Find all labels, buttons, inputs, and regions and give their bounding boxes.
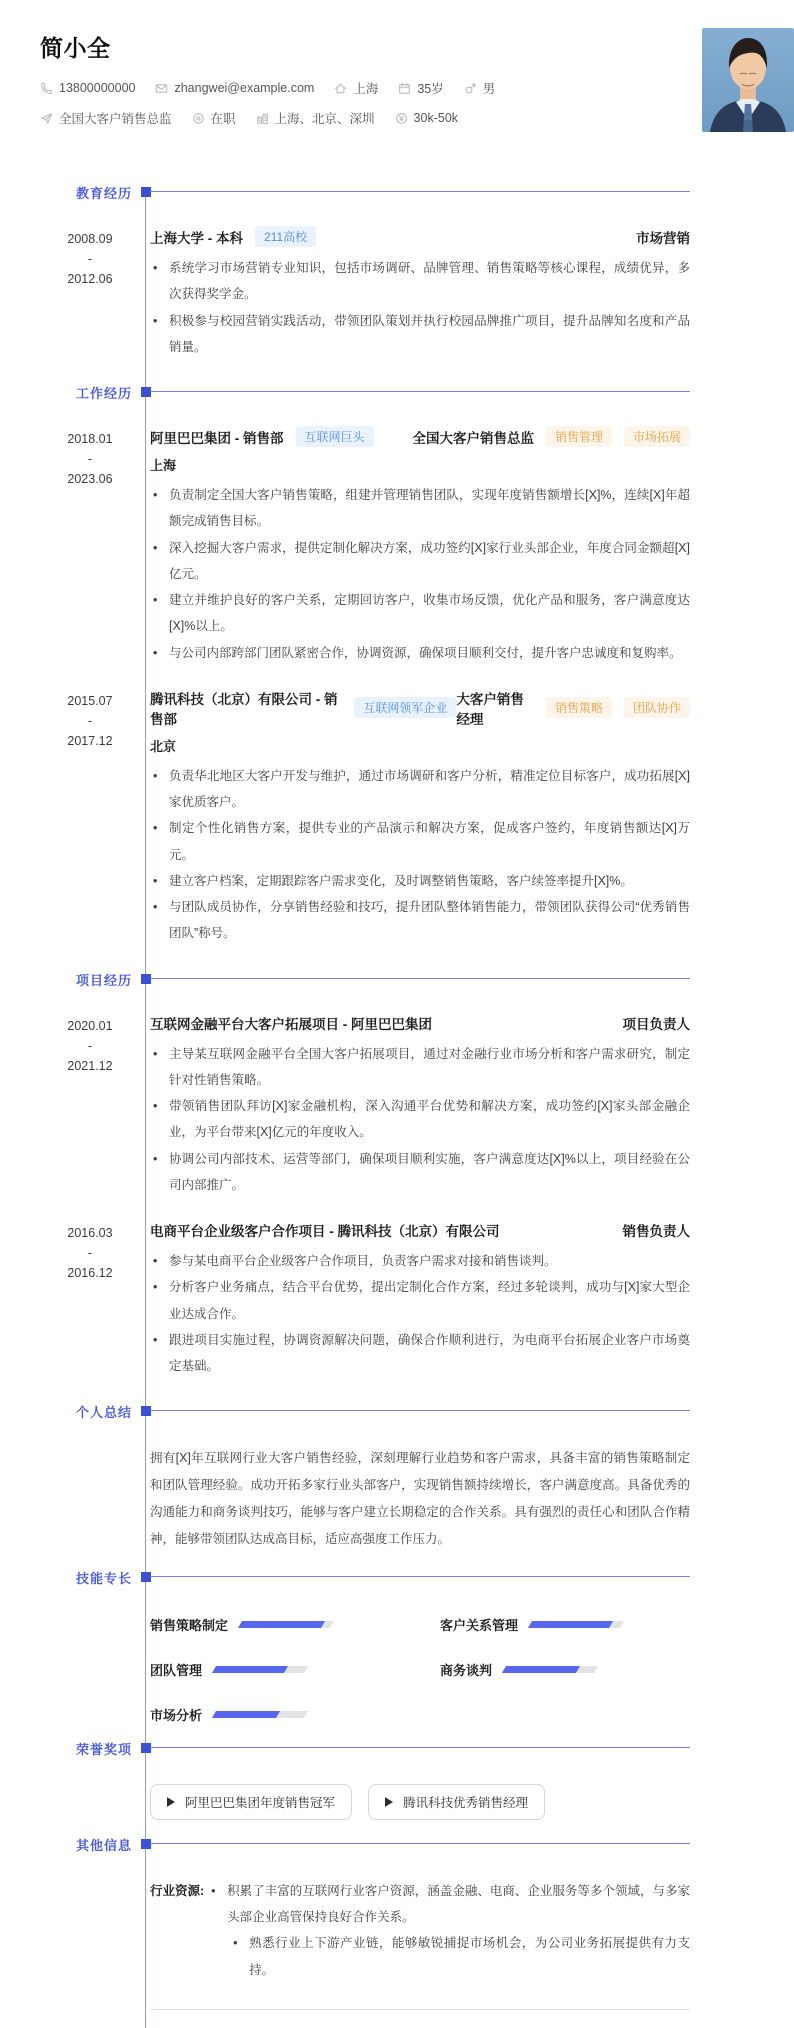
timeline-marker [141,187,151,197]
date-separator: - [87,452,93,466]
skills-grid [150,1611,690,1724]
date-separator: - [87,1246,93,1260]
date-end: 2017.12 [67,733,113,748]
other-info-row [150,1878,690,1983]
section-divider [150,391,690,392]
skill-bar [528,1621,624,1628]
timeline-marker [141,1406,151,1416]
company-tag: 互联网领军企业 [354,697,456,718]
skill-bar-fill [212,1711,280,1718]
job-tag: 销售管理 [546,426,612,447]
bullet-item: • 熟悉行业上下游产业链，能够敏锐捕捉市场机会，为公司业务拓展提供有力支持。 [230,1930,690,1983]
entry-dates [0,426,150,666]
bullet-item: • 跟进项目实施过程，协调资源解决问题，确保合作顺利进行，为电商平台拓展企业客户市场奠定基础。 [150,1327,690,1380]
skill-label: 团队管理 [150,1662,203,1678]
gender-icon [464,82,477,95]
project-role: 销售负责人 [622,1224,690,1239]
bullet-item: • 参与某电商平台企业级客户合作项目，负责客户需求对接和销售谈判。 [150,1248,690,1274]
project-role: 项目负责人 [622,1016,690,1032]
contact-phone [40,81,135,95]
project-bullets [150,1248,690,1379]
contact-phone-text: 13800000000 [59,81,136,95]
skill-label: 销售策略制定 [150,1617,229,1633]
portrait-illustration [702,28,794,132]
bullet-item: • 建立客户档案，定期跟踪客户需求变化，及时调整销售策略，客户续签率提升[X]%。 [150,868,690,894]
contact-gender-text: 男 [482,82,496,96]
bullet-item: • 建立并维护良好的客户关系，定期回访客户，收集市场反馈，优化产品和服务，客户满意度达[X]%以上。 [150,587,690,640]
date-separator: - [87,713,93,728]
resume-header [0,30,794,148]
section-divider [150,1410,690,1411]
timeline-marker [141,1572,151,1582]
work-entry [0,688,794,947]
summary-text: 拥有[X]年互联网行业大客户销售经验，深刻理解行业趋势和客户需求，具备丰富的销售策略制定和团队管理经验。成功开拓多家行业头部客户，实现销售额持续增长，客户满意度高。具备优秀的沟通能力和商务谈判技巧，能够与客户建立长期稳定的合作关系。具有强烈的责任心和团队合作精神，能够带领团队达成高目标，适应高强度工作压力。 [150,1451,690,1546]
entry-dates [0,688,150,947]
email-icon [155,82,168,95]
job-title: 大客户销售经理 [456,691,524,727]
contact-target-position [40,109,172,127]
section-title-education: 教育经历 [76,186,133,201]
date-start: 2015.07 [67,693,113,708]
honor-badge[interactable] [150,1784,352,1820]
section-skills [0,1567,794,1724]
skill-label: 市场分析 [150,1707,203,1723]
skill-bar [212,1711,308,1718]
age-icon [398,82,411,95]
bullet-item: • 负责华北地区大客户开发与维护，通过市场调研和客户分析，精准定位目标客户，成功拓展[X]家优质客户。 [150,763,690,816]
salary-icon [395,112,408,125]
location-icon [334,82,347,95]
phone-icon [40,82,53,95]
section-header-other [0,1834,794,1854]
date-start: 2016.03 [67,1226,113,1240]
contact-gender [464,79,496,97]
section-divider [150,1747,690,1748]
date-end: 2016.12 [67,1266,113,1280]
project-name: 电商平台企业级客户合作项目 - 腾讯科技（北京）有限公司 [150,1224,500,1239]
section-other-info [0,1834,794,1983]
date-separator: - [87,252,93,266]
bullet-item: • 积极参与校园营销实践活动，带领团队策划并执行校园品牌推广项目，提升品牌知名度和产品销量。 [150,308,690,361]
work-bullets [150,482,690,666]
contact-email-text: zhangwei@example.com [174,81,315,95]
education-entry [0,226,794,360]
skill-item [150,1660,400,1679]
date-start: 2020.01 [67,1018,113,1033]
section-title-work: 工作经历 [76,386,133,401]
contact-row-1 [40,79,690,97]
contact-location [334,79,378,97]
section-projects [0,969,794,1380]
bullet-item: • 积累了丰富的互联网行业客户资源，涵盖金融、电商、企业服务等多个领域，与多家头部企业高管保持良好合作关系。 [208,1878,690,1931]
section-header-skills [0,1567,794,1587]
section-divider [150,1843,690,1844]
section-header-work [0,382,794,402]
date-end: 2012.06 [67,272,113,286]
section-title-honors: 荣誉奖项 [76,1741,133,1757]
section-divider [150,191,690,192]
section-header-projects [0,969,794,989]
bullet-item: • 主导某互联网金融平台全国大客户拓展项目，通过对金融行业市场分析和客户需求研究，制定针对性销售策略。 [150,1041,690,1094]
section-title-projects: 项目经历 [76,972,133,988]
skill-label: 商务谈判 [440,1662,493,1678]
contact-email [155,81,314,95]
skill-label: 客户关系管理 [440,1617,519,1633]
date-start: 2018.01 [67,432,113,446]
section-work [0,382,794,947]
target-position-icon [40,112,53,125]
skill-bar-fill [502,1666,580,1673]
company-tag: 互联网巨头 [296,426,374,447]
contact-age [398,79,443,97]
section-honors [0,1738,794,1820]
timeline-marker [141,387,151,397]
contact-salary-text: 30k-50k [413,111,459,125]
skill-item [440,1660,690,1679]
section-header-education [0,182,794,202]
date-end: 2023.06 [67,472,113,486]
timeline-marker [141,1743,151,1753]
contact-location-text: 上海 [353,82,379,96]
project-bullets [150,1041,690,1199]
job-tag: 市场拓展 [624,426,690,447]
skill-bar [238,1621,334,1628]
bullet-item: • 深入挖掘大客户需求，提供定制化解决方案，成功签约[X]家行业头部企业，年度合同金额超[X]亿元。 [150,535,690,588]
page-break-line [150,2009,690,2010]
education-bullets [150,255,690,360]
other-info-bullets [208,1878,690,1983]
bullet-item: • 与公司内部跨部门团队紧密合作，协调资源，确保项目顺利交付，提升客户忠诚度和复购率。 [150,640,690,666]
bullet-item: • 与团队成员协作，分享销售经验和技巧，提升团队整体销售能力，带领团队获得公司“优秀销售团队”称号。 [150,894,690,947]
city-icon [256,112,269,125]
skill-bar-fill [238,1621,325,1628]
project-name: 互联网金融平台大客户拓展项目 - 阿里巴巴集团 [150,1016,432,1032]
skill-item [150,1705,400,1724]
honor-badge[interactable] [368,1784,545,1820]
section-title-other: 其他信息 [76,1837,133,1853]
section-header-summary [0,1401,794,1421]
honor-text: 腾讯科技优秀销售经理 [403,1795,529,1810]
skill-bar-fill [528,1621,613,1628]
honor-text: 阿里巴巴集团年度销售冠军 [185,1795,336,1810]
timeline-marker [141,1839,151,1849]
skill-bar-fill [212,1666,288,1673]
section-education [0,182,794,360]
job-location: 上海 [150,458,177,473]
job-tag: 团队协作 [624,697,690,718]
date-start: 2008.09 [67,232,113,246]
work-entry [0,426,794,666]
section-divider [150,1576,690,1577]
skill-bar [212,1666,308,1673]
contact-job-status [192,109,236,127]
job-status-icon [192,112,205,125]
section-title-skills: 技能专长 [76,1570,133,1586]
resume-body [0,182,794,2028]
skill-bar [502,1666,598,1673]
skill-item [150,1615,400,1634]
profile-photo [702,28,794,132]
contact-cities-text: 上海、北京、深圳 [274,112,375,126]
contact-cities [256,109,375,127]
company-name: 腾讯科技（北京）有限公司 - 销售部 [150,691,338,727]
honors-row [150,1782,690,1820]
date-separator: - [87,1038,93,1053]
major-name: 市场营销 [636,230,690,246]
contact-salary [395,111,458,125]
job-title: 全国大客户销售总监 [412,430,534,446]
timeline-marker [141,974,151,984]
contact-target-position-text: 全国大客户销售总监 [59,112,172,126]
school-name: 上海大学 - 本科 [150,230,243,246]
section-divider [150,978,690,979]
section-summary [0,1401,794,1553]
contact-age-text: 35岁 [417,82,444,96]
company-name: 阿里巴巴集团 - 销售部 [150,430,284,446]
project-entry [0,1220,794,1379]
section-title-summary: 个人总结 [76,1405,133,1421]
project-entry [0,1013,794,1199]
date-end: 2021.12 [67,1058,113,1073]
entry-dates [0,1220,150,1379]
candidate-name: 简小全 [40,35,111,61]
contact-job-status-text: 在职 [210,112,236,126]
bullet-item: • 带领销售团队拜访[X]家金融机构，深入沟通平台优势和解决方案，成功签约[X]家头部金融企业，为平台带来[X]亿元的年度收入。 [150,1093,690,1146]
bullet-item: • 负责制定全国大客户销售策略，组建并管理销售团队，实现年度销售额增长[X]%，连续[X]年超额完成销售目标。 [150,482,690,535]
industry-resource-label: 行业资源: [150,1883,205,1898]
school-tag: 211高校 [255,226,316,247]
entry-dates [0,1013,150,1199]
skill-item [440,1615,690,1634]
job-location: 北京 [150,738,177,754]
work-bullets [150,763,690,947]
play-icon [385,1797,393,1807]
entry-dates [0,226,150,360]
bullet-item: • 制定个性化销售方案，提供专业的产品演示和解决方案，促成客户签约，年度销售额达[X]万元。 [150,815,690,868]
play-icon [167,1797,175,1807]
bullet-item: • 分析客户业务痛点，结合平台优势，提出定制化合作方案，经过多轮谈判，成功与[X]家大型企业达成合作。 [150,1274,690,1327]
bullet-item: • 协调公司内部技术、运营等部门，确保项目顺利实施，客户满意度达[X]%以上，项目经验在公司内部推广。 [150,1146,690,1199]
job-tag: 销售策略 [546,697,612,718]
section-header-honors [0,1738,794,1758]
bullet-item: • 系统学习市场营销专业知识，包括市场调研、品牌管理、销售策略等核心课程，成绩优异，多次获得奖学金。 [150,255,690,308]
contact-row-2 [40,109,690,127]
